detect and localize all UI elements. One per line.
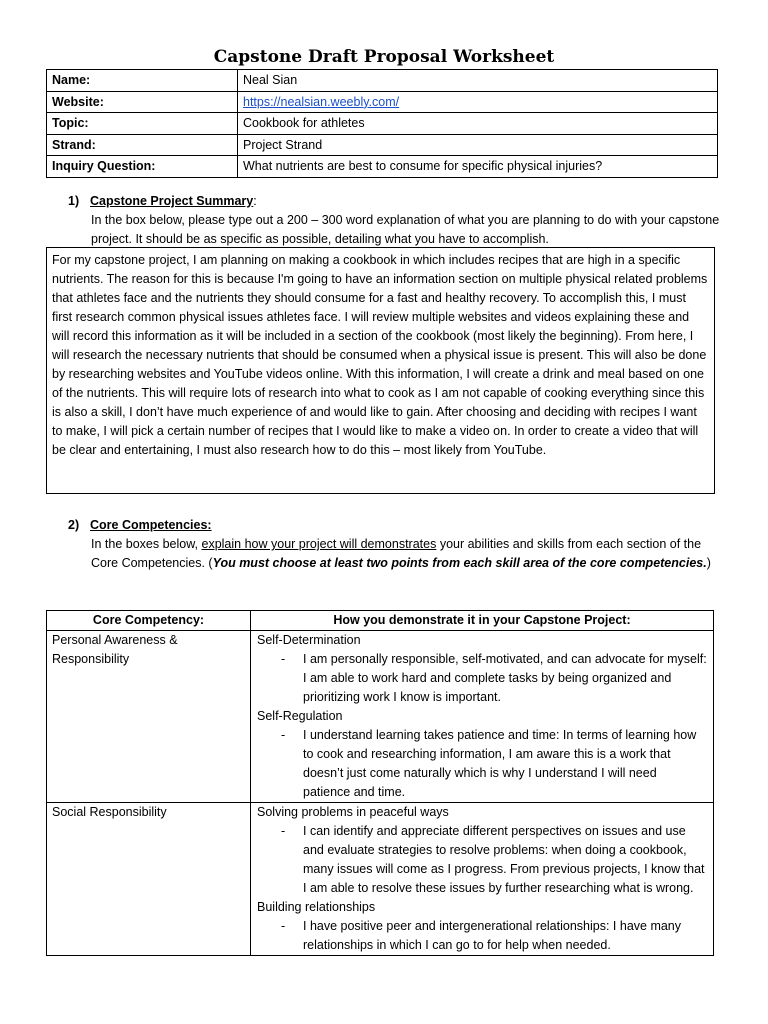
inquiry-value: What nutrients are best to consume for specific physical injuries? bbox=[238, 156, 718, 178]
header-demonstration: How you demonstrate it in your Capstone Project: bbox=[251, 611, 714, 631]
header-core-competency: Core Competency: bbox=[47, 611, 251, 631]
skill-bullet-text: I have positive peer and intergenerational relationships: I have many relationships in which I can go to for help when needed. bbox=[303, 919, 682, 952]
competency-table-header bbox=[47, 611, 714, 631]
skill-heading: Building relationships bbox=[257, 900, 376, 914]
section-2-number: 2) bbox=[68, 518, 80, 532]
competency-name: Social Responsibility bbox=[47, 803, 251, 956]
topic-value: Cookbook for athletes bbox=[238, 113, 718, 135]
strand-label: Strand: bbox=[47, 134, 238, 156]
inquiry-label: Inquiry Question: bbox=[47, 156, 238, 178]
website-link[interactable]: https://nealsian.weebly.com/ bbox=[243, 94, 400, 109]
name-label: Name: bbox=[47, 70, 238, 92]
strand-row bbox=[47, 134, 718, 156]
section-1-number: 1) bbox=[68, 194, 80, 208]
competency-detail[interactable] bbox=[251, 803, 714, 956]
section-1-instructions: In the box below, please type out a 200 – 300 word explanation of what you are planning to do with your capstone project. It should be as specific as possible, detailing what you have to accomplish. bbox=[91, 213, 720, 246]
website-label: Website: bbox=[47, 91, 238, 113]
skill-bullet-text: I understand learning takes patience and time: In terms of learning how to cook and researching information, I am aware this is a work that doesn’t just come naturally which is why I understand I will need patience and time. bbox=[303, 728, 697, 799]
section-1-heading: 1) Capstone Project Summary: bbox=[68, 192, 257, 211]
skill-bullet-text: I am personally responsible, self-motivated, and can advocate for myself: I am able to work hard and complete tasks by being organized and prioritizing work I know is important. bbox=[303, 652, 707, 704]
topic-row bbox=[47, 113, 718, 135]
section-2-heading bbox=[68, 516, 212, 535]
skill-bullet: - I can identify and appreciate different perspectives on issues and use and evaluate strategies to resolve problems: when doing a cookbook, many issues will come as I progress. From previous projects, I know that I am able to resolve these issues by further researching what is wrong. bbox=[281, 822, 707, 898]
section-2-title: Core Competencies: bbox=[90, 518, 212, 532]
skill-bullet: - I have positive peer and intergenerational relationships: I have many relationships in which I can go to for help when needed. bbox=[281, 917, 707, 955]
info-table bbox=[46, 69, 718, 178]
summary-text-box[interactable]: For my capstone project, I am planning on making a cookbook in which includes recipes that are high in a specific nutrients. The reason for this is because I'm going to have an information section on multiple physical related problems that athletes face and the nutrients they should consume for a fast and healthy recovery. To accomplish this, I must first research common physical issues athletes face. I will review multiple websites and videos explaining these and will record this information as it will be included in a section of the cookbook (most likely the beginning). From here, I will research the necessary nutrients that should be consumed when a physical issue is present. This will also be done by researching websites and YouTube videos online. With this information, I will create a drink and meal based on one of the nutrients. This will require lots of research into what to cook as I am not capable of cooking everything since this is also a skill, I don’t have much experience of and would like to gain. After choosing and deciding with recipes I want to make, I will pick a certain number of recipes that I would like to make a video on. In order to create a video that will be clear and entertaining, I must also research how to do this – most likely from YouTube. bbox=[46, 247, 715, 494]
instructions-emphasis: You must choose at least two points from each skill area of the core competencies. bbox=[212, 556, 707, 570]
skill-bullet: - I am personally responsible, self-motivated, and can advocate for myself: I am able to work hard and complete tasks by being organized and prioritizing work I know is important. bbox=[281, 650, 707, 707]
name-row bbox=[47, 70, 718, 92]
skill-bullet: - I understand learning takes patience and time: In terms of learning how to cook and researching information, I am aware this is a work that doesn’t just come naturally which is why I understand I will need patience and time. bbox=[281, 726, 707, 802]
skill-bullet-text: I can identify and appreciate different perspectives on issues and use and evaluate strategies to resolve problems: when doing a cookbook, many issues will come as I progress. From previous projects, I know that I am able to resolve these issues by further researching what is wrong. bbox=[303, 824, 705, 895]
instructions-underlined: explain how your project will demonstrates bbox=[201, 537, 437, 551]
skill-heading: Self-Regulation bbox=[257, 709, 343, 723]
competency-detail[interactable] bbox=[251, 631, 714, 803]
skill-heading: Self-Determination bbox=[257, 633, 361, 647]
topic-label: Topic: bbox=[47, 113, 238, 135]
table-row bbox=[47, 631, 714, 803]
competency-table bbox=[46, 610, 714, 956]
section-1-title: Capstone Project Summary bbox=[90, 194, 254, 208]
inquiry-row bbox=[47, 156, 718, 178]
name-value: Neal Sian bbox=[238, 70, 718, 92]
table-row bbox=[47, 803, 714, 956]
page-title: Capstone Draft Proposal Worksheet bbox=[213, 47, 555, 67]
strand-value: Project Strand bbox=[238, 134, 718, 156]
skill-heading: Solving problems in peaceful ways bbox=[257, 805, 449, 819]
section-2-instructions: In the boxes below, explain how your project will demonstrates your abilities and skills from each section of the Core Competencies. (You must choose at least two points from each skill area of the core competencies.) bbox=[91, 537, 711, 570]
competency-name: Personal Awareness & Responsibility bbox=[47, 631, 251, 803]
website-row bbox=[47, 91, 718, 113]
